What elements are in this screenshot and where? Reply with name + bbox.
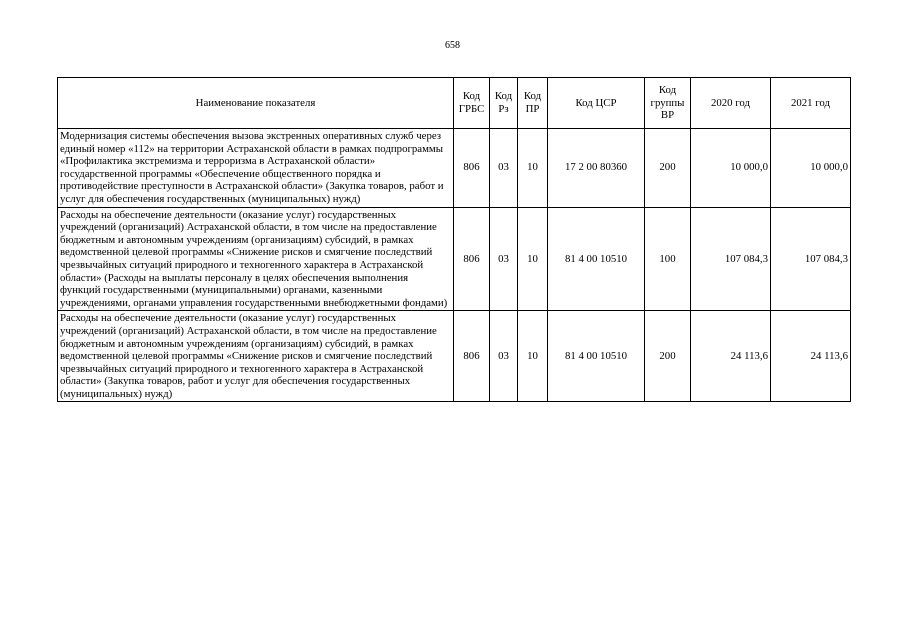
budget-table	[57, 77, 851, 402]
header-name: Наименование показателя	[58, 78, 454, 129]
header-2021: 2021 год	[771, 78, 851, 129]
row-grbs: 806	[454, 207, 490, 311]
row-pr: 10	[518, 207, 548, 311]
table-row	[58, 311, 851, 402]
row-csr: 81 4 00 10510	[548, 311, 645, 402]
row-pr: 10	[518, 311, 548, 402]
header-2020: 2020 год	[691, 78, 771, 129]
row-rz: 03	[490, 129, 518, 208]
row-name: Расходы на обеспечение деятельности (оказание услуг) государственных учреждений (организаций) Астраханской области, в том числе на предоставление бюджетным и автономным учреждениям (организациям) субсидий, в рамках ведомственной целевой программы «Снижение рисков и смягчение последствий чрезвычайных ситуаций природного и техногенного характера в Астраханской области» (Расходы на выплаты персоналу в целях обеспечения выполнения функций государственными (муниципальными) органами, казенными учреждениями, органами управления государственными внебюджетными фондами)	[58, 207, 454, 311]
row-2020: 107 084,3	[691, 207, 771, 311]
row-pr: 10	[518, 129, 548, 208]
row-name: Расходы на обеспечение деятельности (оказание услуг) государственных учреждений (организаций) Астраханской области, в том числе на предоставление бюджетным и автономным учреждениям (организациям) субсидий, в рамках ведомственной целевой программы «Снижение рисков и смягчение последствий чрезвычайных ситуаций природного и техногенного характера в Астраханской области» (Закупка товаров, работ и услуг для обеспечения государственных (муниципальных) нужд)	[58, 311, 454, 402]
table-header-row	[58, 78, 851, 129]
row-vr: 200	[645, 129, 691, 208]
header-csr: Код ЦСР	[548, 78, 645, 129]
table-row	[58, 129, 851, 208]
row-rz: 03	[490, 311, 518, 402]
header-vr: Код группы ВР	[645, 78, 691, 129]
row-vr: 100	[645, 207, 691, 311]
row-2021: 10 000,0	[771, 129, 851, 208]
row-2020: 24 113,6	[691, 311, 771, 402]
row-2021: 107 084,3	[771, 207, 851, 311]
header-rz: Код Рз	[490, 78, 518, 129]
row-2020: 10 000,0	[691, 129, 771, 208]
page-number: 658	[445, 40, 460, 51]
row-csr: 17 2 00 80360	[548, 129, 645, 208]
row-2021: 24 113,6	[771, 311, 851, 402]
row-csr: 81 4 00 10510	[548, 207, 645, 311]
row-grbs: 806	[454, 129, 490, 208]
row-vr: 200	[645, 311, 691, 402]
row-name: Модернизация системы обеспечения вызова экстренных оперативных служб через единый номер «112» на территории Астраханской области в рамках подпрограммы «Профилактика экстремизма и терроризма в Астраханской области» государственной программы «Обеспечение общественного порядка и противодействие преступности в Астраханской области» (Закупка товаров, работ и услуг для обеспечения государственных (муниципальных) нужд)	[58, 129, 454, 208]
header-grbs: Код ГРБС	[454, 78, 490, 129]
row-rz: 03	[490, 207, 518, 311]
header-pr: Код ПР	[518, 78, 548, 129]
row-grbs: 806	[454, 311, 490, 402]
table-row	[58, 207, 851, 311]
